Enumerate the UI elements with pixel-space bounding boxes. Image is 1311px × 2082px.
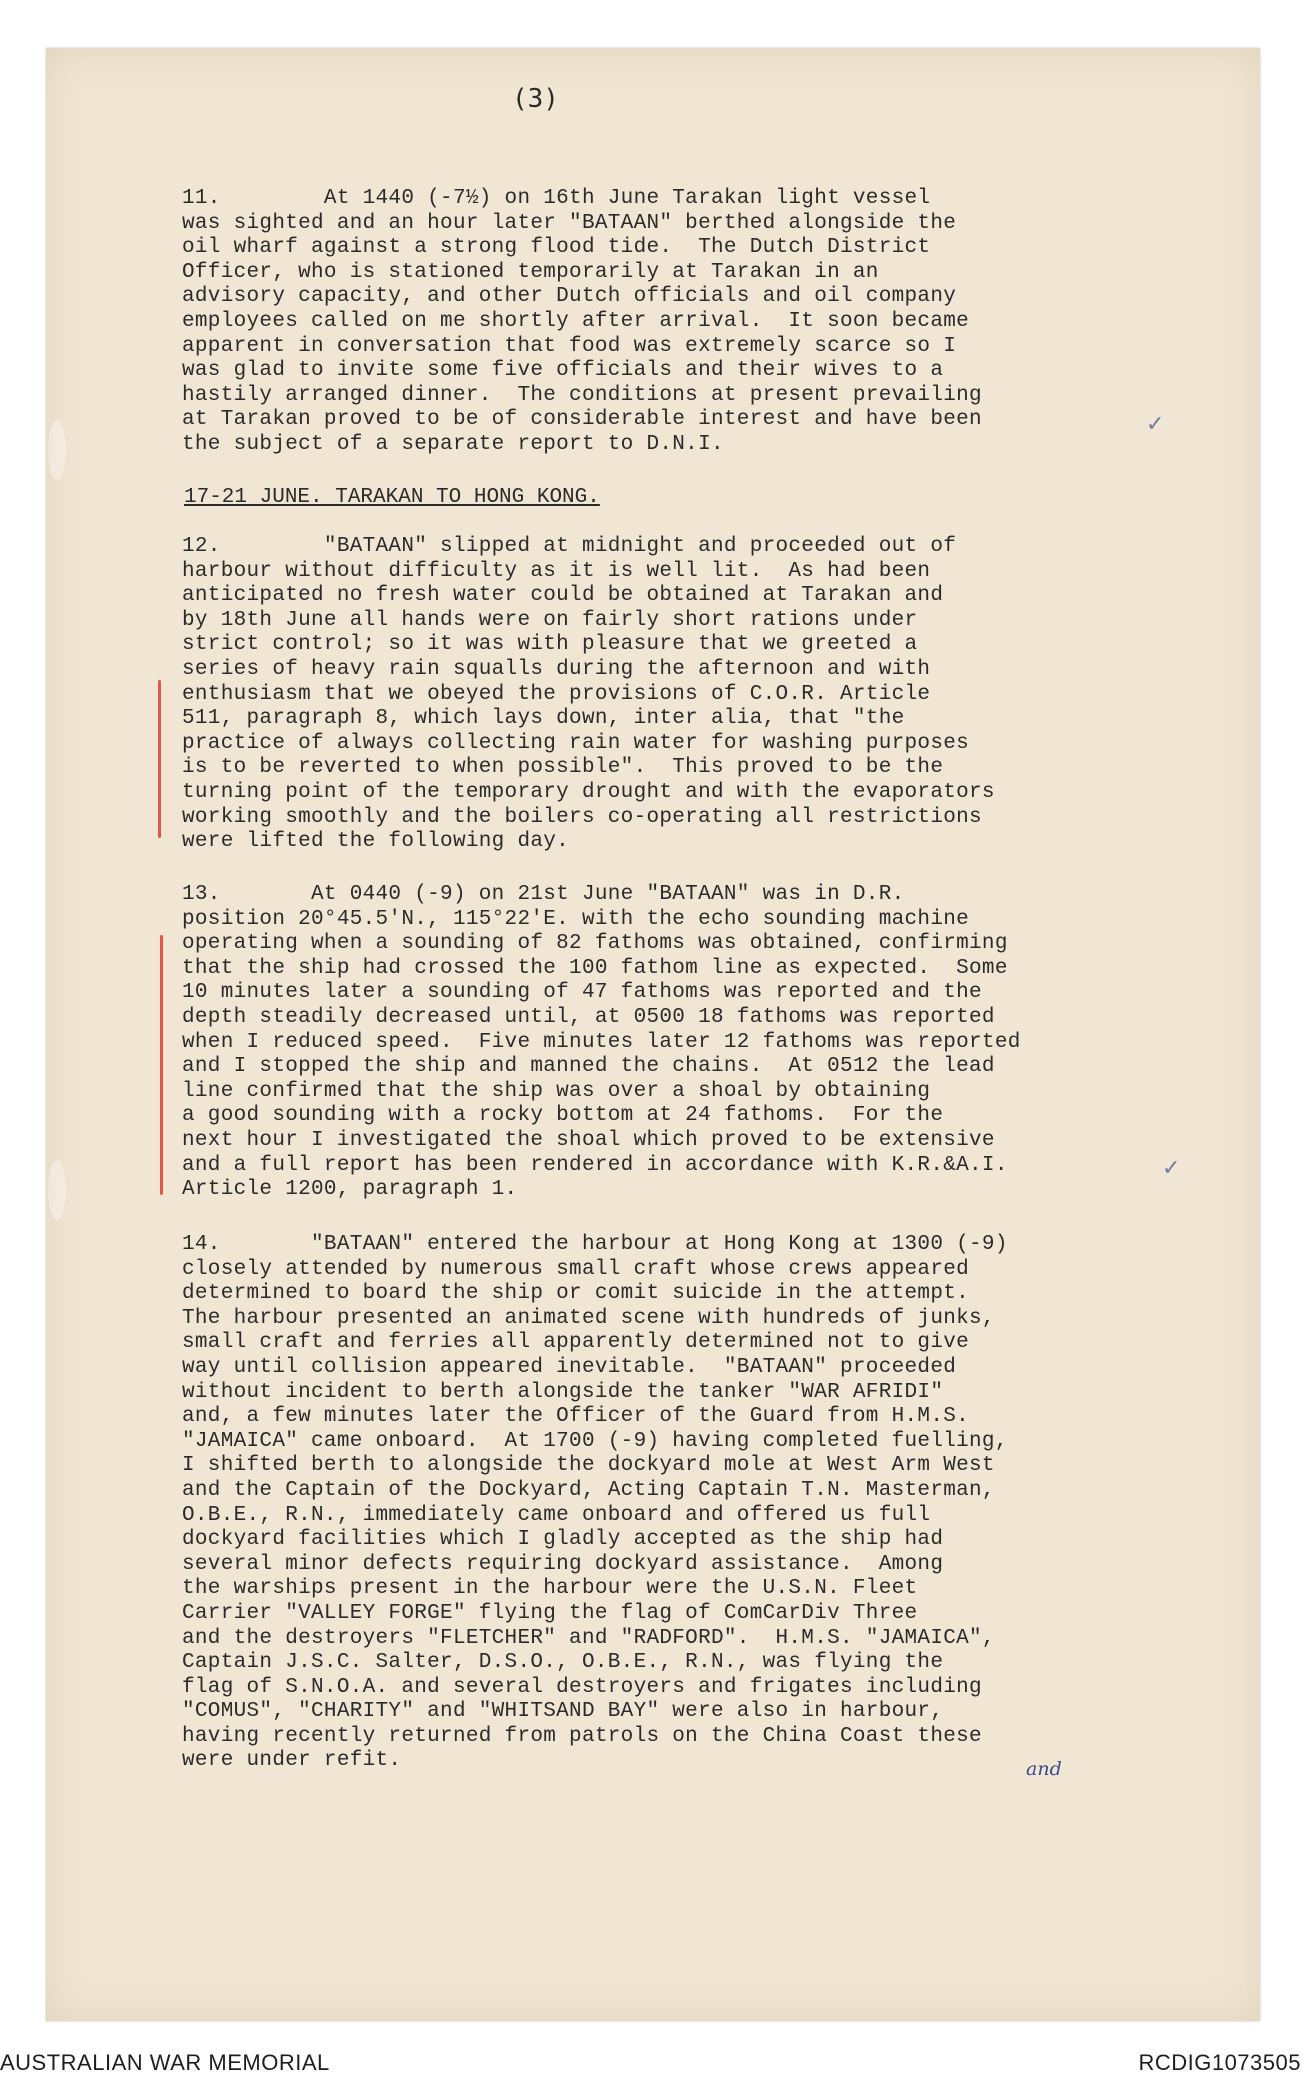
paragraph-11: 11. At 1440 (-7½) on 16th June Tarakan light vessel was sighted and an hour later "BATAAN" berthed alongside the oil wharf against a strong flood tide. The Dutch District Officer, who is stationed temporarily at Tarakan in an advisory capacity, and other Dutch officials and oil company employees called on me shortly after arrival. It soon became apparent in conversation that food was extremely scarce so I was glad to invite some five officials and their wives to a hastily arranged dinner. The conditions at present prevailing at Tarakan proved to be of considerable interest and have been the subject of a separate report to D.N.I.	[182, 187, 982, 456]
paragraph-14: 14. "BATAAN" entered the harbour at Hong Kong at 1300 (-9) closely attended by numerous small craft whose crews appeared determined to board the ship or comit suicide in the attempt. The harbour presented an animated scene with hundreds of junks, small craft and ferries all apparently determined not to give way until collision appeared inevitable. "BATAAN" proceeded without incident to berth alongside the tanker "WAR AFRIDI" and, a few minutes later the Officer of the Guard from H.M.S. "JAMAICA" came onboard. At 1700 (-9) having completed fuelling, I shifted berth to alongside the dockyard mole at West Arm West and the Captain of the Dockyard, Acting Captain T.N. Masterman, O.B.E., R.N., immediately came onboard and offered us full dockyard facilities which I gladly accepted as the ship had several minor defects requiring dockyard assistance. Among the warships present in the harbour were the U.S.N. Fleet Carrier "VALLEY FORGE" flying the flag of ComCarDiv Three and the destroyers "FLETCHER" and "RADFORD". H.M.S. "JAMAICA", Captain J.S.C. Salter, D.S.O., O.B.E., R.N., was flying the flag of S.N.O.A. and several destroyers and frigates including "COMUS", "CHARITY" and "WHITSAND BAY" were also in harbour, having recently returned from patrols on the China Coast these were under refit.	[182, 1233, 1008, 1773]
handwritten-correction: and	[1026, 1758, 1062, 1780]
red-margin-line-12	[158, 680, 161, 838]
punch-hole-bottom	[48, 1160, 66, 1220]
section-heading: 17-21 JUNE. TARAKAN TO HONG KONG.	[184, 486, 600, 509]
footer-right: RCDIG1073505	[1138, 2050, 1301, 2075]
check-mark-icon: ✓	[1162, 1156, 1181, 1181]
paragraph-12: 12. "BATAAN" slipped at midnight and proceeded out of harbour without difficulty as it is well lit. As had been anticipated no fresh water could be obtained at Tarakan and by 18th June all hands were on fairly short rations under strict control; so it was with pleasure that we greeted a series of heavy rain squalls during the afternoon and with enthusiasm that we obeyed the provisions of C.O.R. Article 511, paragraph 8, which lays down, inter alia, that "the practice of always collecting rain water for washing purposes is to be reverted to when possible". This proved to be the turning point of the temporary drought and with the evaporators working smoothly and the boilers co-operating all restrictions were lifted the following day.	[182, 535, 995, 854]
red-margin-line-13	[160, 935, 163, 1195]
footer-left: AUSTRALIAN WAR MEMORIAL	[0, 2050, 330, 2075]
check-mark-icon: ✓	[1146, 412, 1165, 437]
punch-hole-top	[48, 420, 66, 480]
paragraph-13: 13. At 0440 (-9) on 21st June "BATAAN" was in D.R. position 20°45.5'N., 115°22'E. with the echo sounding machine operating when a sounding of 82 fathoms was obtained, confirming that the ship had crossed the 100 fathom line as expected. Some 10 minutes later a sounding of 47 fathoms was reported and the depth steadily decreased until, at 0500 18 fathoms was reported when I reduced speed. Five minutes later 12 fathoms was reported and I stopped the ship and manned the chains. At 0512 the lead line confirmed that the ship was over a shoal by obtaining a good sounding with a rocky bottom at 24 fathoms. For the next hour I investigated the shoal which proved to be extensive and a full report has been rendered in accordance with K.R.&A.I. Article 1200, paragraph 1.	[182, 883, 1021, 1202]
page-number: (3)	[512, 84, 559, 114]
